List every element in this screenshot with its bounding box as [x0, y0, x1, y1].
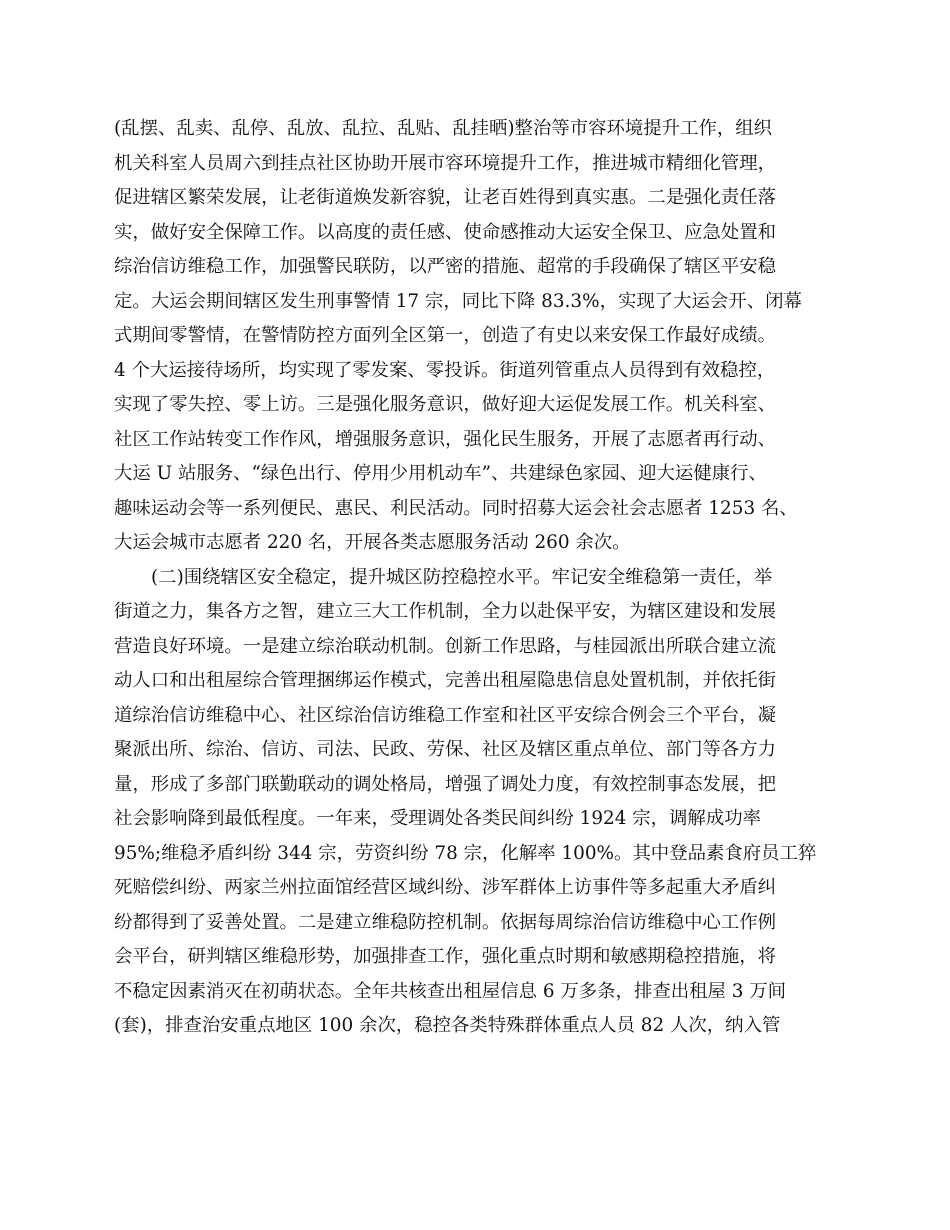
text-line: 实，做好安全保障工作。以高度的责任感、使命感推动大运安全保卫、应急处置和 [114, 221, 777, 243]
text-line: 动人口和出租屋综合管理捆绑运作模式，完善出租屋隐患信息处置机制，并依托街 [114, 670, 777, 691]
text-line: 道综治信访维稳中心、社区综治信访维稳工作室和社区平安综合例会三个平台，凝 [114, 704, 777, 726]
text-line: (乱摆、乱卖、乱停、乱放、乱拉、乱贴、乱挂晒)整治等市容环境提升工作，组织 [114, 118, 773, 139]
text-line: 机关科室人员周六到挂点社区协助开展市容环境提升工作，推进城市精细化管理， [114, 152, 777, 174]
text-line: 街道之力，集各方之智，建立三大工作机制，全力以赴保平安，为辖区建设和发展 [114, 601, 777, 622]
text-line: 趣味运动会等一系列便民、惠民、利民活动。同时招募大运会社会志愿者 1253 名、 [114, 497, 798, 519]
text-line: (套)，排查治安重点地区 100 余次，稳控各类特殊群体重点人员 82 人次，纳入管 [114, 1015, 781, 1036]
text-line: 社会影响降到最低程度。一年来，受理调处各类民间纠纷 1924 宗，调解成功率 [114, 808, 761, 829]
section-heading-line: (二)围绕辖区安全稳定，提升城区防控稳控水平。牢记安全维稳第一责任，举 [151, 566, 773, 588]
text-line: 社区工作站转变工作作风，增强服务意识，强化民生服务，开展了志愿者再行动、 [114, 428, 777, 450]
text-line: 不稳定因素消灭在初萌状态。全年共核查出租屋信息 6 万多条，排查出租屋 3 万间 [114, 980, 787, 1002]
text-line: 式期间零警情，在警情防控方面列全区第一，创造了有史以来安保工作最好成绩。 [114, 325, 777, 346]
text-line: 聚派出所、综治、信访、司法、民政、劳保、社区及辖区重点单位、部门等各方力 [114, 739, 777, 760]
text-line: 大运会城市志愿者 220 名，开展各类志愿服务活动 260 余次。 [114, 532, 631, 553]
text-line: 实现了零失控、零上访。三是强化服务意识，做好迎大运促发展工作。机关科室、 [114, 394, 777, 415]
text-line: 4 个大运接待场所，均实现了零发案、零投诉。街道列管重点人员得到有效稳控， [114, 359, 776, 381]
text-line: 95%;维稳矛盾纠纷 344 宗，劳资纠纷 78 宗，化解率 100%。其中登品素食府员工猝 [114, 842, 817, 864]
text-line: 死赔偿纠纷、两家兰州拉面馆经营区域纠纷、涉军群体上访事件等多起重大矛盾纠 [114, 877, 777, 898]
text-line: 促进辖区繁荣发展，让老街道焕发新容貌，让老百姓得到真实惠。二是强化责任落 [114, 187, 777, 208]
text-line: 营造良好环境。一是建立综治联动机制。创新工作思路，与桂园派出所联合建立流 [114, 635, 777, 657]
text-line: 综治信访维稳工作，加强警民联防，以严密的措施、超常的手段确保了辖区平安稳 [114, 256, 777, 277]
text-line: 定。大运会期间辖区发生刑事警情 17 宗，同比下降 83.3%，实现了大运会开、闭幕 [114, 290, 802, 312]
text-line: 会平台，研判辖区维稳形势，加强排查工作，强化重点时期和敏感期稳控措施，将 [114, 946, 777, 967]
text-line: 大运 U 站服务、“绿色出行、停用少用机动车”、共建绿色家园、迎大运健康行、 [114, 463, 767, 484]
text-line: 量，形成了多部门联勤联动的调处格局，增强了调处力度，有效控制事态发展，把 [114, 773, 777, 795]
body-text [114, 112, 834, 1044]
text-line: 纷都得到了妥善处置。二是建立维稳防控机制。依据每周综治信访维稳中心工作例 [114, 911, 777, 933]
